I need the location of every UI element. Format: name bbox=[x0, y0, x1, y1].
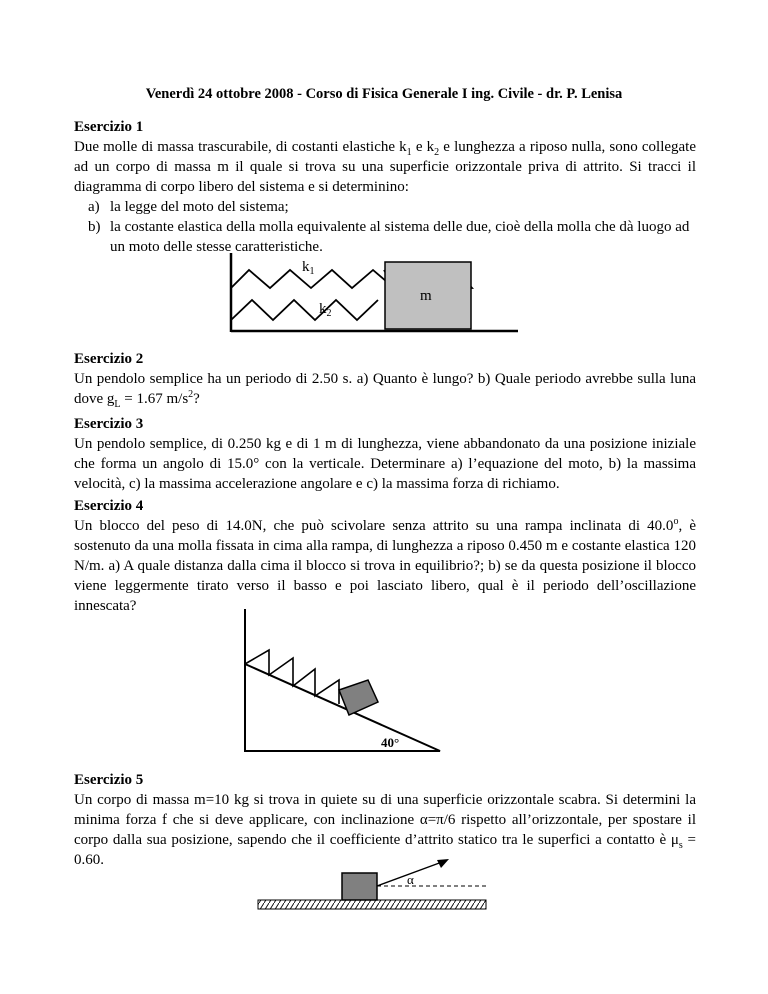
exercise-1-heading: Esercizio 1 bbox=[74, 119, 144, 135]
list-item: a) la legge del moto del sistema; bbox=[88, 199, 289, 215]
spring-k2 bbox=[231, 300, 378, 320]
springs-mass-figure bbox=[222, 250, 522, 340]
exercise-5-text: Un corpo di massa m=10 kg si trova in quiete su di una superficie orizzontale scabra. Si determini la minima forza f che si deve applicare, con inclinazione α=π/6 rispetto all’orizzontale, per spostare il corpo dalla sua posizione, sapendo che il coefficiente d’attrito statico tra le superfici a contatto è $\mu_s = 0.60$. bbox=[74, 792, 696, 868]
exercise-3-heading: Esercizio 3 bbox=[74, 416, 144, 432]
force-arrow-head bbox=[437, 859, 449, 868]
exercise-1 bbox=[74, 117, 696, 257]
rough-surface bbox=[258, 900, 486, 909]
exercise-4 bbox=[74, 496, 696, 616]
exercise-3 bbox=[74, 414, 696, 494]
exercise-2 bbox=[74, 349, 696, 409]
block bbox=[342, 873, 377, 900]
list-item: b) la costante elastica della molla equivalente al sistema delle due, cioè della molla che dà luogo ad un moto delle stesse caratteristiche. bbox=[88, 219, 690, 255]
angle-label: 40° bbox=[381, 735, 400, 750]
exercise-1-list bbox=[74, 197, 696, 257]
ramp-spring bbox=[245, 650, 339, 704]
exercise-4-text: Un blocco del peso di 14.0N, che può scivolare senza attrito su una rampa inclinata di 40.0$^o$, è sostenuto da una molla fissata in cima alla rampa, di lunghezza a riposo 0.450 m e costante elastica 120 N/m. a) A quale distanza dalla cima il blocco si trova in equilibrio?; b) se da questa posizione il blocco viene leggermente tirato verso il basso e poi lasciato libero, qual è il periodo dell’oscillazione innescata? bbox=[74, 516, 696, 614]
exercise-2-text: Un pendolo semplice ha un periodo di 2.50 s. a) Quanto è lungo? b) Quale periodo avrebbe sulla luna dove $g_L = 1.67$ $m/s^2$? bbox=[74, 371, 696, 410]
page-title: Venerdì 24 ottobre 2008 - Corso di Fisica Generale I ing. Civile - dr. P. Lenisa bbox=[145, 86, 623, 102]
label-k1: $k_1$ bbox=[302, 259, 315, 277]
label-k2: $k_2$ bbox=[319, 301, 332, 319]
ramp-outline bbox=[245, 609, 440, 751]
ramp-figure bbox=[236, 606, 446, 756]
exercise-3-text: Un pendolo semplice, di 0.250 kg e di 1 m di lunghezza, viene abbandonato da una posizione iniziale che forma un angolo di 15.0° con la verticale. Determinare a) l’equazione del moto, b) la massima velocità, c) la massima accelerazione angolare e c) la massima forza di richiamo. bbox=[74, 436, 696, 492]
exercise-2-heading: Esercizio 2 bbox=[74, 351, 144, 367]
exercise-1-text: Due molle di massa trascurabile, di costanti elastiche $k_1$ e $k_2$ e lunghezza a riposo nulla, sono collegate ad un corpo di massa m il quale si trova su una superficie orizzontale priva di attrito. Si tracci il diagramma di corpo libero del sistema e si determinino: bbox=[74, 139, 697, 195]
ramp-block bbox=[339, 680, 378, 715]
label-mass: m bbox=[420, 288, 432, 304]
exercise-4-heading: Esercizio 4 bbox=[74, 498, 144, 514]
alpha-label: α bbox=[407, 872, 414, 887]
exercise-5-heading: Esercizio 5 bbox=[74, 772, 144, 788]
force-figure bbox=[254, 855, 490, 913]
